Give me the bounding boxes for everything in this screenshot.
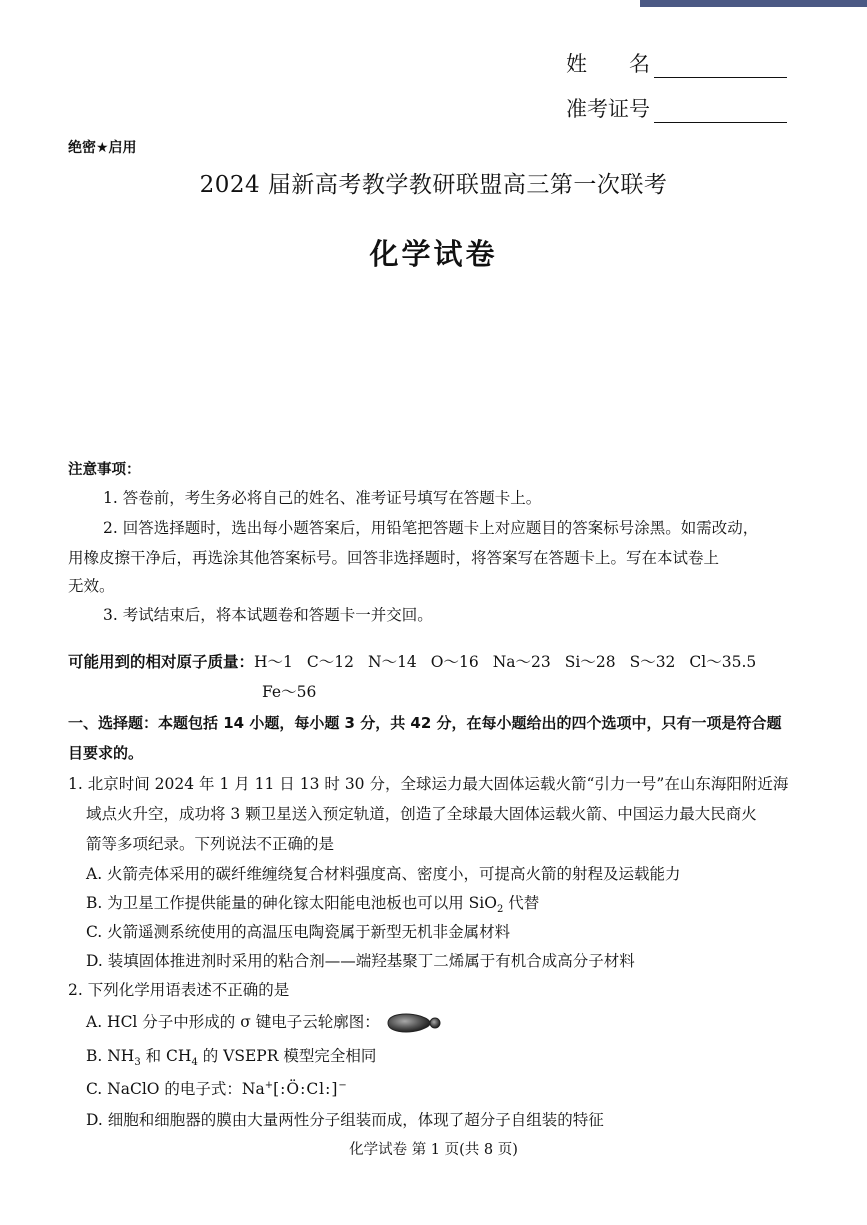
mass-item: Fe～56 (262, 683, 317, 701)
mass-item: C～12 (306, 653, 354, 671)
id-blank[interactable] (654, 102, 787, 123)
notice-line-2: 2. 回答选择题时，选出每小题答案后，用铅笔把答题卡上对应题目的答案标号涂黑。如需改动， (103, 519, 759, 537)
q2-option-b-text: 和 CH (140, 1047, 192, 1065)
atomic-masses-line2 (262, 680, 316, 702)
notice-line-1: 1. 答卷前，考生务必将自己的姓名、准考证号填写在答题卡上。 (103, 489, 542, 507)
mass-item: Na～23 (492, 653, 551, 671)
superscript: − (338, 1079, 347, 1091)
q2-option-b-text: 的 VSEPR 模型完全相同 (197, 1047, 377, 1065)
subscript: 4 (191, 1057, 198, 1069)
sigma-bond-orbital-icon (384, 1010, 442, 1036)
notice-heading: 注意事项： (68, 462, 141, 478)
name-field (566, 48, 787, 78)
q2-stem: 2. 下列化学用语表述不正确的是 (68, 981, 290, 999)
q1-option-b[interactable] (86, 891, 539, 915)
q1-option-b-text-end: 代替 (503, 894, 540, 912)
q1-stem-2: 域点火升空，成功将 3 颗卫星送入预定轨道，创造了全球最大固体运载火箭、中国运力最大民商火 (86, 805, 757, 823)
exam-title: 2024 届新高考教学教研联盟高三第一次联考 (199, 172, 668, 198)
q2-option-c[interactable] (86, 1077, 347, 1099)
atomic-masses (68, 650, 756, 672)
name-blank[interactable] (654, 57, 787, 78)
section1-heading-1: 一、选择题：本题包括 14 小题，每小题 3 分，共 42 分，在每小题给出的四个选项中，只有一项是符合题 (68, 714, 782, 732)
electron-formula: [:Ö:Cl:] (273, 1080, 339, 1098)
notice-line-3: 用橡皮擦干净后，再选涂其他答案标号。回答非选择题时，将答案写在答题卡上。写在本试卷上 (68, 549, 720, 567)
q1-option-b-text: B. 为卫星工作提供能量的砷化镓太阳能电池板也可以用 SiO (86, 894, 497, 912)
page-footer: 化学试卷 第 1 页(共 8 页) (349, 1142, 518, 1158)
q2-option-a[interactable] (86, 1010, 442, 1036)
superscript: + (264, 1079, 274, 1091)
q2-option-c-text: C. NaClO 的电子式：Na (86, 1080, 265, 1098)
mass-item: H～1 (254, 653, 293, 671)
q1-option-c[interactable]: C. 火箭遥测系统使用的高温压电陶瓷属于新型无机非金属材料 (86, 923, 511, 941)
mass-item: Cl～35.5 (689, 653, 757, 671)
subscript: 3 (134, 1057, 141, 1069)
mass-item: N～14 (368, 653, 417, 671)
atomic-masses-label: 可能用到的相对原子质量： (68, 653, 255, 671)
q1-option-d[interactable]: D. 装填固体推进剂时采用的粘合剂——端羟基聚丁二烯属于有机合成高分子材料 (86, 952, 635, 970)
q1-stem-1: 1. 北京时间 2024 年 1 月 11 日 13 时 30 分，全球运力最大固体运载火箭“引力一号”在山东海阳附近海 (68, 775, 789, 793)
secret-mark: 绝密★启用 (68, 140, 137, 156)
id-label: 准考证号 (566, 97, 650, 121)
name-label: 姓 名 (566, 52, 650, 76)
scan-edge-bar (640, 0, 867, 7)
mass-item: Si～28 (564, 653, 616, 671)
notice-line-5: 3. 考试结束后，将本试题卷和答题卡一并交回。 (103, 606, 433, 624)
id-field (566, 93, 787, 123)
notice-line-4: 无效。 (68, 577, 115, 595)
mass-item: S～32 (629, 653, 676, 671)
q2-option-b-text: B. NH (86, 1047, 135, 1065)
q1-stem-3: 箭等多项纪录。下列说法不正确的是 (86, 835, 335, 853)
mass-item: O～16 (430, 653, 479, 671)
q2-option-d[interactable]: D. 细胞和细胞器的膜由大量两性分子组装而成，体现了超分子自组装的特征 (86, 1111, 604, 1129)
subscript: 2 (496, 904, 504, 916)
q1-option-a[interactable]: A. 火箭壳体采用的碳纤维缠绕复合材料强度高、密度小，可提高火箭的射程及运载能力 (86, 865, 681, 883)
q2-option-a-text: A. HCl 分子中形成的 σ 键电子云轮廓图： (86, 1013, 380, 1031)
subject-title: 化学试卷 (369, 237, 498, 271)
q2-option-b[interactable] (86, 1044, 376, 1068)
section1-heading-2: 目要求的。 (68, 744, 144, 762)
